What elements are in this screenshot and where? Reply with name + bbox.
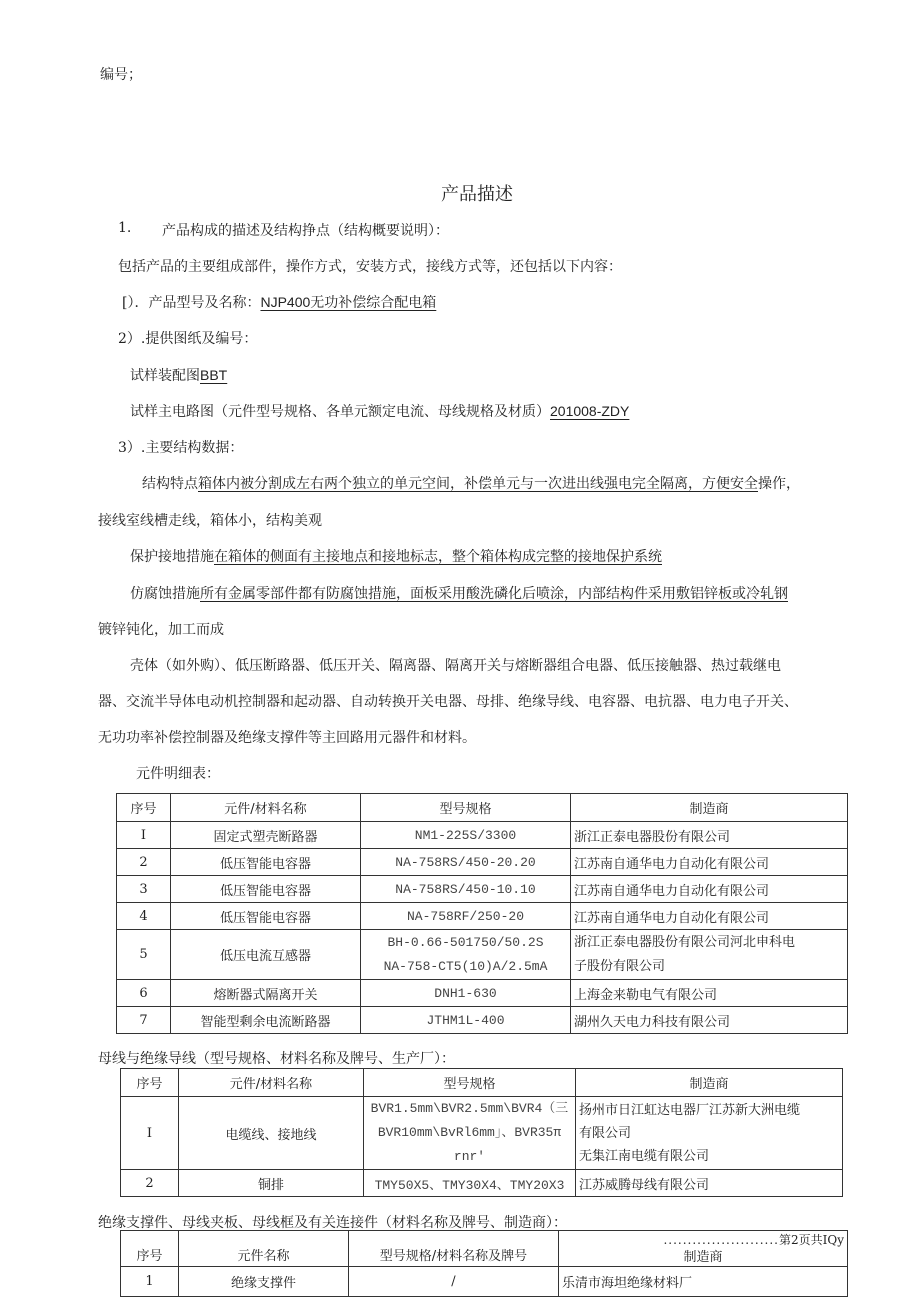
table-header-row — [121, 1069, 843, 1097]
main-circuit-drawing-number: 201008-ZDY — [550, 403, 630, 419]
row-name: 低压智能电容器 — [171, 903, 361, 930]
anticorrosion-text: 所有金属零部件都有防腐蚀措施，面板采用酸洗磷化后喷涂，内部结构件采用敷铝锌板或冷轧钢 — [200, 586, 788, 602]
anticorrosion-line2: 镀锌钝化，加工而成 — [98, 622, 224, 638]
row-no: 2 — [117, 849, 171, 876]
assembly-drawing — [130, 365, 227, 385]
row-maker-line3: 无集江南电缆有限公司 — [579, 1148, 710, 1164]
row-maker: 湖州久天电力科技有限公司 — [571, 1007, 848, 1034]
support-table — [120, 1230, 848, 1297]
row-maker: 江苏南自通华电力自动化有限公司 — [571, 876, 848, 903]
col-header-maker: 制造商 — [576, 1069, 843, 1097]
components-para-line2: 器、交流半导体电动机控制器和起动器、自动转换开关电器、母排、绝缘导线、电容器、电抗器、电力电子开关、 — [98, 694, 798, 710]
main-circuit-drawing-label: 试样主电路图（元件型号规格、各单元额定电流、母线规格及材质） — [130, 404, 550, 420]
structure-feature-line1 — [142, 473, 800, 493]
row-maker — [571, 930, 848, 980]
component-list-caption: 元件明细表： — [136, 766, 220, 782]
assembly-drawing-label: 试样装配图 — [130, 368, 200, 384]
busbar-caption: 母线与绝缘导线（型号规格、材料名称及牌号、生产厂）： — [98, 1051, 455, 1067]
row-name: 智能型剩余电流断路器 — [171, 1007, 361, 1034]
document-code-label: 编号； — [100, 67, 142, 83]
row-spec-line2: NA-758-CT5(10)A/2.5mA — [383, 958, 548, 974]
col-header-no: 序号 — [117, 794, 171, 822]
row-name: 电缆线、接地线 — [179, 1097, 364, 1170]
main-circuit-drawing — [130, 401, 629, 421]
row-maker: 上海金来勒电气有限公司 — [571, 980, 848, 1007]
table-row — [121, 1170, 843, 1197]
row-name: 低压智能电容器 — [171, 849, 361, 876]
col-header-name: 元件名称 — [179, 1231, 349, 1267]
row-maker-line2: 有限公司 — [579, 1125, 632, 1141]
row-name: 低压电流互感器 — [171, 930, 361, 980]
section-heading: 产品构成的描述及结构挣点（结构概要说明）： — [162, 223, 449, 239]
row-spec: TMY50X5、TMY30X4、TMY20X3 — [364, 1170, 576, 1197]
components-para-line3: 无功功率补偿控制器及绝缘支撑件等主回路用元器件和材料。 — [98, 730, 476, 746]
row-spec: NM1-225S/3300 — [361, 822, 571, 849]
product-model-label: [）．产品型号及名称： — [122, 295, 261, 311]
row-spec — [361, 930, 571, 980]
row-maker-line1: 浙江正泰电器股份有限公司河北申科电 — [574, 934, 796, 950]
component-table — [116, 793, 848, 1034]
row-name: 固定式塑壳断路器 — [171, 822, 361, 849]
busbar-table — [120, 1068, 843, 1197]
support-caption: 绝缘支撑件、母线夹板、母线框及有关连接件（材料名称及牌号、制造商）： — [98, 1215, 567, 1231]
row-no: 4 — [117, 903, 171, 930]
row-spec-line1: BH-0.66-501750/50.2S — [387, 934, 544, 950]
row-spec: NA-758RF/250-20 — [361, 903, 571, 930]
row-spec: NA-758RS/450-10.10 — [361, 876, 571, 903]
row-spec: / — [349, 1267, 559, 1297]
structure-feature-line2: 接线室线槽走线，箱体小，结构美观 — [98, 513, 322, 529]
page-note-dots: ........................ — [663, 1233, 779, 1247]
product-model-value: NJP400无功补偿综合配电箱 — [260, 294, 437, 310]
row-maker: 江苏南自通华电力自动化有限公司 — [571, 849, 848, 876]
grounding-text: 在箱体的侧面有主接地点和接地标志，整个箱体构成完整的接地保护系统 — [214, 549, 662, 565]
product-model-item — [122, 292, 436, 312]
col-header-maker-label: 制造商 — [683, 1250, 723, 1265]
col-header-maker: 制造商 — [571, 794, 848, 822]
page-title: 产品描述 — [441, 184, 513, 205]
structure-feature-text: 箱体内被分割成左右两个独立的单元空间，补偿单元与一次进出线强电完全隔离，方便安全 — [198, 476, 758, 492]
row-name: 低压智能电容器 — [171, 876, 361, 903]
table-header-row — [121, 1231, 848, 1267]
row-maker-line1: 扬州市日江虹达电器厂江苏新大洲电缆 — [579, 1102, 801, 1118]
section-intro: 包括产品的主要组成部件，操作方式，安装方式，接线方式等，还包括以下内容： — [118, 259, 622, 275]
page-number-note — [562, 1232, 844, 1249]
row-name: 熔断器式隔离开关 — [171, 980, 361, 1007]
drawings-heading: 2）.提供图纸及编号： — [118, 331, 258, 347]
table-row — [117, 849, 848, 876]
row-no: 3 — [117, 876, 171, 903]
table-row — [121, 1267, 848, 1297]
col-header-no: 序号 — [121, 1069, 179, 1097]
col-header-maker — [559, 1231, 848, 1267]
row-no: 5 — [117, 930, 171, 980]
assembly-drawing-number: BBT — [200, 367, 228, 383]
col-header-spec: 型号规格/材料名称及牌号 — [349, 1231, 559, 1267]
row-spec: NA-758RS/450-20.20 — [361, 849, 571, 876]
col-header-name: 元件/材料名称 — [171, 794, 361, 822]
col-header-spec: 型号规格 — [361, 794, 571, 822]
table-row — [121, 1097, 843, 1170]
row-no: I — [117, 822, 171, 849]
row-maker — [576, 1097, 843, 1170]
row-maker: 江苏南自通华电力自动化有限公司 — [571, 903, 848, 930]
row-spec-line2: BVR10mm\BvRl6mm」、BVR35π rnr' — [377, 1125, 562, 1164]
row-no: I — [121, 1097, 179, 1170]
row-no: 6 — [117, 980, 171, 1007]
row-spec: DNH1-630 — [361, 980, 571, 1007]
table-row — [117, 903, 848, 930]
grounding-line — [130, 546, 662, 566]
table-row — [117, 930, 848, 980]
table-row — [117, 980, 848, 1007]
col-header-no: 序号 — [121, 1231, 179, 1267]
row-maker-line2: 子股份有限公司 — [574, 958, 666, 974]
row-spec-line1: BVR1.5mm\BVR2.5mm\BVR4（三 — [370, 1101, 569, 1116]
table-row — [117, 822, 848, 849]
row-spec — [364, 1097, 576, 1170]
page-note-text: 第2页共IQy — [779, 1233, 844, 1247]
structure-feature-tail: 操作， — [758, 476, 800, 492]
row-name: 绝缘支撑件 — [179, 1267, 349, 1297]
row-no: 2 — [121, 1170, 179, 1197]
anticorrosion-line1 — [130, 583, 788, 603]
grounding-label: 保护接地措施 — [130, 549, 214, 565]
row-maker: 江苏威腾母线有限公司 — [576, 1170, 843, 1197]
row-no: 1 — [121, 1267, 179, 1297]
table-header-row — [117, 794, 848, 822]
table-row — [117, 876, 848, 903]
structure-feature-label: 结构特点 — [142, 476, 198, 492]
row-no: 7 — [117, 1007, 171, 1034]
col-header-spec: 型号规格 — [364, 1069, 576, 1097]
components-para-line1: 壳体（如外购）、低压断路器、低压开关、隔离器、隔离开关与熔断器组合电器、低压接触器、热过载继电 — [130, 658, 781, 674]
row-maker: 浙江正泰电器股份有限公司 — [571, 822, 848, 849]
structure-data-heading: 3）.主要结构数据： — [118, 440, 244, 456]
anticorrosion-label: 仿腐蚀措施 — [130, 586, 200, 602]
row-maker: 乐清市海坦绝缘材料厂 — [559, 1267, 848, 1297]
row-name: 铜排 — [179, 1170, 364, 1197]
table-row — [117, 1007, 848, 1034]
section-number: 1. — [118, 220, 132, 236]
row-spec: JTHM1L-400 — [361, 1007, 571, 1034]
col-header-name: 元件/材料名称 — [179, 1069, 364, 1097]
